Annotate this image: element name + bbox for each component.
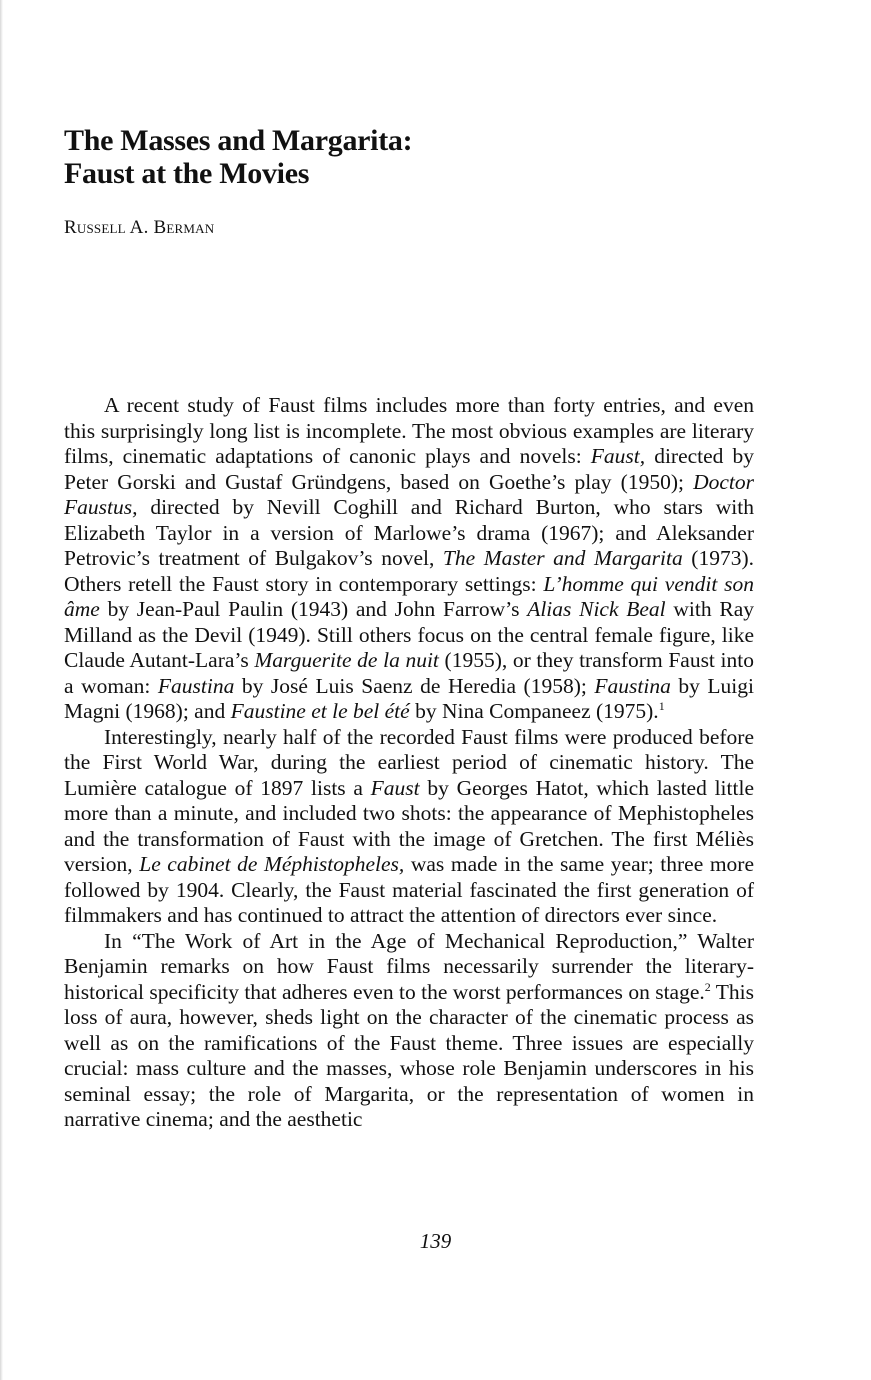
article-author: Russell A. Berman bbox=[64, 217, 215, 238]
italic-title: Faustina bbox=[157, 673, 235, 698]
article-body bbox=[64, 393, 754, 1133]
italic-title: Doctor Faustus, bbox=[64, 469, 754, 519]
article-title-line-1: The Masses and Margarita: bbox=[64, 124, 413, 157]
paragraph-text: by José Luis Saenz de Heredia (1958); bbox=[234, 673, 595, 698]
article-title bbox=[64, 124, 412, 190]
paragraph-text: directed by Peter Gorski and Gustaf Gründgens, based on Goethe’s play (1950); bbox=[64, 444, 754, 494]
italic-title: Faust bbox=[370, 775, 420, 800]
paragraph-text: In “The Work of Art in the Age of Mechanical Reproduction,” Walter Benjamin remarks on how Faust films necessarily surrender the literary-historical specificity that adheres even to the worst performances on stage. bbox=[64, 928, 754, 1004]
body-paragraph bbox=[64, 929, 754, 1133]
paragraph-text: with Ray Milland as the Devil (1949). Still others focus on the central female figure, like Claude Autant-Lara’s bbox=[64, 597, 755, 672]
italic-title: Faustine et le bel été bbox=[230, 699, 410, 723]
paragraph-text: (1973). Others retell the Faust story in contemporary settings: bbox=[64, 546, 754, 596]
italic-title: Faustina bbox=[594, 673, 671, 698]
paragraph-text: was made in the same year; three more followed by 1904. Clearly, the Faust material fascinated the first generation of filmmakers and has continued to attract the attention of directors ever since. bbox=[64, 852, 754, 927]
italic-title: Alias Nick Beal bbox=[527, 597, 666, 621]
paragraph-text: Interestingly, nearly half of the recorded Faust films were produced before the First World War, during the earliest period of cinematic history. The Lumière catalogue of 1897 lists a bbox=[64, 724, 754, 800]
paragraph-text: by Georges Hatot, which lasted little more than a minute, and included two shots: the appearance of Mephistopheles and the transformation of Faust with the image of Gretchen. The first Méliès version, bbox=[64, 775, 754, 876]
paragraph-text: This loss of aura, however, sheds light on the character of the cinematic process as well as on the ramifications of the Faust theme. Three issues are especially crucial: mass culture and the masses, whose role Benjamin underscores in his seminal essay; the role of Margarita, or the representation of women in narrative cinema; and the aesthetic bbox=[64, 979, 754, 1131]
footnote-marker: 2 bbox=[704, 979, 711, 994]
page-number: 139 bbox=[419, 1229, 452, 1253]
body-paragraph bbox=[64, 725, 754, 929]
paragraph-text: directed by Nevill Coghill and Richard Burton, who stars with Elizabeth Taylor in a version of Marlowe’s drama (1967); and Aleksander Petrovic’s treatment of Bulgakov’s novel, bbox=[64, 495, 754, 570]
paragraph-text: by Jean-Paul Paulin (1943) and John Farrow’s bbox=[99, 597, 528, 621]
paragraph-text: by Luigi Magni (1968); and bbox=[64, 673, 754, 723]
article-title-line-2: Faust at the Movies bbox=[64, 157, 310, 190]
italic-title: Le cabinet de Méphistopheles, bbox=[139, 852, 405, 876]
paragraph-text: A recent study of Faust films includes more than forty entries, and even this surprisingly long list is incomplete. The most obvious examples are literary films, cinematic adaptations of canonic plays and novels: bbox=[64, 393, 754, 468]
footnote-marker: 1 bbox=[658, 698, 665, 713]
italic-title: Marguerite de la nuit bbox=[254, 648, 439, 672]
paragraph-text: (1955), or they transform Faust into a woman: bbox=[64, 648, 754, 698]
paragraph-text: by Nina Companeez (1975). bbox=[409, 699, 659, 723]
body-paragraph bbox=[64, 393, 754, 725]
italic-title: Faust, bbox=[590, 444, 646, 468]
italic-title: The Master and Margarita bbox=[442, 546, 683, 570]
page-edge-shadow bbox=[0, 0, 3, 1380]
italic-title: L’homme qui vendit son âme bbox=[64, 571, 754, 621]
